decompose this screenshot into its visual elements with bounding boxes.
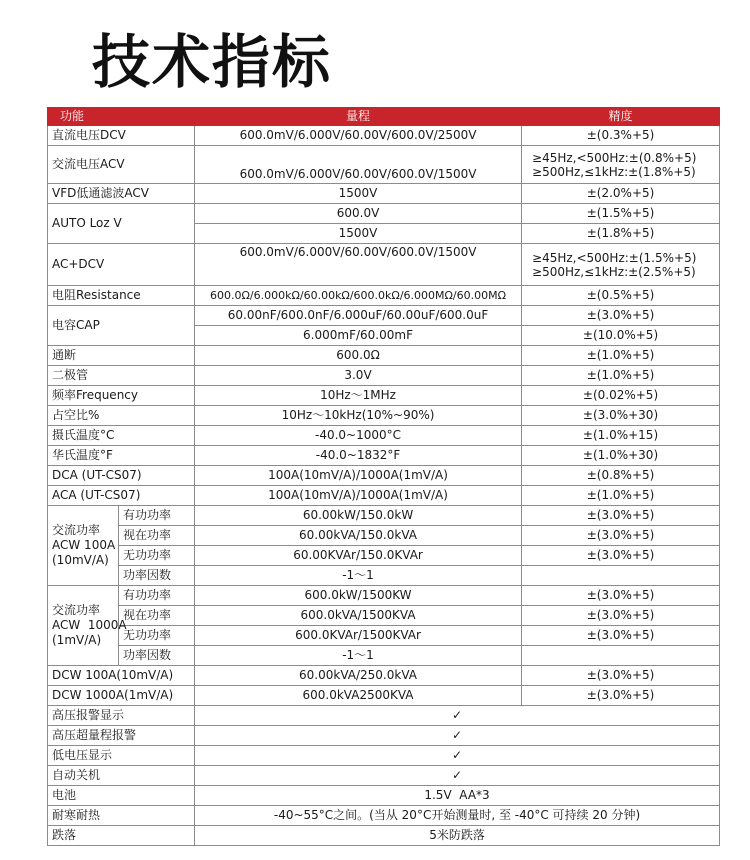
accuracy-cell: ±(3.0%+5) [522, 586, 720, 606]
sub-function-cell: 功率因数 [119, 646, 195, 666]
sub-function-cell: 有功功率 [119, 506, 195, 526]
accuracy-cell: ±(0.3%+5) [522, 126, 720, 146]
table-row [48, 366, 720, 386]
function-cell: 电容CAP [48, 306, 195, 346]
range-cell: 600.0kW/1500KW [195, 586, 522, 606]
accuracy-cell [522, 244, 720, 286]
range-cell: 60.00kVA/250.0kVA [195, 666, 522, 686]
feature-value-cell: ✓ [195, 766, 720, 786]
function-cell: DCW 1000A(1mV/A) [48, 686, 195, 706]
range-cell: 600.0kVA/1500KVA [195, 606, 522, 626]
accuracy-cell: ±(3.0%+5) [522, 666, 720, 686]
accuracy-cell: ±(2.0%+5) [522, 184, 720, 204]
range-cell: 600.0mV/6.000V/60.00V/600.0V/1500V [195, 146, 522, 184]
function-cell: 频率Frequency [48, 386, 195, 406]
feature-name-cell: 耐寒耐热 [48, 806, 195, 826]
accuracy-cell: ±(1.0%+5) [522, 486, 720, 506]
range-cell: 10Hz～10kHz(10%~90%) [195, 406, 522, 426]
range-cell: 600.0mV/6.000V/60.00V/600.0V/2500V [195, 126, 522, 146]
table-row [48, 766, 720, 786]
accuracy-cell: ±(1.0%+15) [522, 426, 720, 446]
group-label: ACW 1000A [52, 618, 127, 632]
accuracy-cell: ±(1.5%+5) [522, 204, 720, 224]
range-cell: -1～1 [195, 566, 522, 586]
table-row [48, 406, 720, 426]
header-range: 量程 [195, 108, 522, 126]
feature-name-cell: 低电压显示 [48, 746, 195, 766]
range-cell: 600.0V [195, 204, 522, 224]
sub-function-cell: 有功功率 [119, 586, 195, 606]
function-cell: 占空比% [48, 406, 195, 426]
header-function: 功能 [48, 108, 195, 126]
table-row [48, 466, 720, 486]
table-row [48, 146, 720, 184]
table-row [48, 786, 720, 806]
accuracy-line: ≥45Hz,<500Hz:±(1.5%+5) [532, 250, 697, 265]
accuracy-cell: ±(10.0%+5) [522, 326, 720, 346]
table-row [48, 426, 720, 446]
group-label: 交流功率 [52, 603, 101, 617]
accuracy-cell: ±(3.0%+30) [522, 406, 720, 426]
table-row [48, 586, 720, 606]
table-row [48, 646, 720, 666]
spec-table [47, 107, 720, 846]
accuracy-cell [522, 146, 720, 184]
accuracy-line: ≥45Hz,<500Hz:±(0.8%+5) [532, 150, 697, 165]
range-cell: 600.0Ω [195, 346, 522, 366]
sub-function-cell: 视在功率 [119, 526, 195, 546]
range-cell: 1500V [195, 184, 522, 204]
range-cell: 60.00nF/600.0nF/6.000uF/60.00uF/600.0uF [195, 306, 522, 326]
function-cell: VFD低通滤波ACV [48, 184, 195, 204]
group-label: ACW 100A [52, 538, 116, 552]
accuracy-cell: ±(0.8%+5) [522, 466, 720, 486]
range-cell: 600.0KVAr/1500KVAr [195, 626, 522, 646]
table-row [48, 526, 720, 546]
accuracy-cell: ±(0.5%+5) [522, 286, 720, 306]
range-cell: 600.0Ω/6.000kΩ/60.00kΩ/600.0kΩ/6.000MΩ/60.00MΩ [195, 286, 522, 306]
table-row [48, 546, 720, 566]
table-row [48, 486, 720, 506]
range-cell: 3.0V [195, 366, 522, 386]
table-row [48, 566, 720, 586]
function-cell: 交流电压ACV [48, 146, 195, 184]
accuracy-cell [522, 646, 720, 666]
table-row [48, 346, 720, 366]
sub-function-cell: 视在功率 [119, 606, 195, 626]
function-cell: DCW 100A(10mV/A) [48, 666, 195, 686]
feature-value-cell: 1.5V AA*3 [195, 786, 720, 806]
range-cell: 100A(10mV/A)/1000A(1mV/A) [195, 486, 522, 506]
table-row [48, 204, 720, 224]
group-label: 交流功率 [52, 523, 101, 537]
group-label: (1mV/A) [52, 633, 102, 647]
table-row [48, 506, 720, 526]
accuracy-cell: ±(1.0%+5) [522, 346, 720, 366]
function-cell: ACA (UT-CS07) [48, 486, 195, 506]
range-cell: 1500V [195, 224, 522, 244]
table-row [48, 306, 720, 326]
accuracy-cell: ±(3.0%+5) [522, 686, 720, 706]
table-row [48, 666, 720, 686]
accuracy-cell [522, 566, 720, 586]
function-cell: 摄氏温度°C [48, 426, 195, 446]
accuracy-cell: ±(0.02%+5) [522, 386, 720, 406]
feature-value-cell: ✓ [195, 706, 720, 726]
table-row [48, 626, 720, 646]
table-row [48, 606, 720, 626]
accuracy-cell: ±(3.0%+5) [522, 526, 720, 546]
range-cell: 600.0kVA2500KVA [195, 686, 522, 706]
range-cell: 100A(10mV/A)/1000A(1mV/A) [195, 466, 522, 486]
feature-value-cell: ✓ [195, 746, 720, 766]
accuracy-line: ≥500Hz,≤1kHz:±(1.8%+5) [532, 164, 696, 179]
table-row [48, 184, 720, 204]
page-title: 技术指标 [92, 28, 333, 96]
range-cell: 10Hz～1MHz [195, 386, 522, 406]
accuracy-cell: ±(1.0%+30) [522, 446, 720, 466]
accuracy-cell: ±(1.0%+5) [522, 366, 720, 386]
accuracy-cell: ±(3.0%+5) [522, 306, 720, 326]
feature-value-cell: ✓ [195, 726, 720, 746]
range-cell: 600.0mV/6.000V/60.00V/600.0V/1500V [195, 244, 522, 286]
range-cell: 60.00kW/150.0kW [195, 506, 522, 526]
table-row [48, 244, 720, 286]
range-cell: -40.0~1000°C [195, 426, 522, 446]
feature-name-cell: 跌落 [48, 826, 195, 846]
group-label: (10mV/A) [52, 553, 109, 567]
accuracy-cell: ±(3.0%+5) [522, 546, 720, 566]
table-row [48, 826, 720, 846]
feature-name-cell: 电池 [48, 786, 195, 806]
function-cell: 二极管 [48, 366, 195, 386]
table-row [48, 726, 720, 746]
function-cell: 华氏温度°F [48, 446, 195, 466]
range-cell: 60.00kVA/150.0kVA [195, 526, 522, 546]
sub-function-cell: 功率因数 [119, 566, 195, 586]
function-cell: 通断 [48, 346, 195, 366]
function-cell: AUTO Loz V [48, 204, 195, 244]
function-cell: 直流电压DCV [48, 126, 195, 146]
table-row [48, 746, 720, 766]
feature-name-cell: 自动关机 [48, 766, 195, 786]
accuracy-line: ≥500Hz,≤1kHz:±(2.5%+5) [532, 264, 696, 279]
table-row [48, 126, 720, 146]
accuracy-cell: ±(3.0%+5) [522, 606, 720, 626]
feature-name-cell: 高压超量程报警 [48, 726, 195, 746]
table-row [48, 686, 720, 706]
group-cell-acw100 [48, 506, 119, 586]
accuracy-cell: ±(3.0%+5) [522, 506, 720, 526]
table-header-row [48, 108, 720, 126]
feature-name-cell: 高压报警显示 [48, 706, 195, 726]
feature-value-cell: -40~55°C之间。(当从 20°C开始测量时, 至 -40°C 可持续 20 分钟) [195, 806, 720, 826]
range-cell: 6.000mF/60.00mF [195, 326, 522, 346]
accuracy-cell: ±(3.0%+5) [522, 626, 720, 646]
accuracy-cell: ±(1.8%+5) [522, 224, 720, 244]
sub-function-cell: 无功功率 [119, 546, 195, 566]
group-cell-acw1000 [48, 586, 127, 666]
range-cell: -40.0~1832°F [195, 446, 522, 466]
range-cell: 60.00KVAr/150.0KVAr [195, 546, 522, 566]
function-cell: DCA (UT-CS07) [48, 466, 195, 486]
function-cell: 电阻Resistance [48, 286, 195, 306]
feature-value-cell: 5米防跌落 [195, 826, 720, 846]
range-cell: -1～1 [195, 646, 522, 666]
table-row [48, 286, 720, 306]
sub-function-cell: 无功功率 [119, 626, 195, 646]
table-row [48, 706, 720, 726]
table-row [48, 446, 720, 466]
function-cell: AC+DCV [48, 244, 195, 286]
table-row [48, 806, 720, 826]
table-row [48, 386, 720, 406]
header-accuracy: 精度 [522, 108, 720, 126]
